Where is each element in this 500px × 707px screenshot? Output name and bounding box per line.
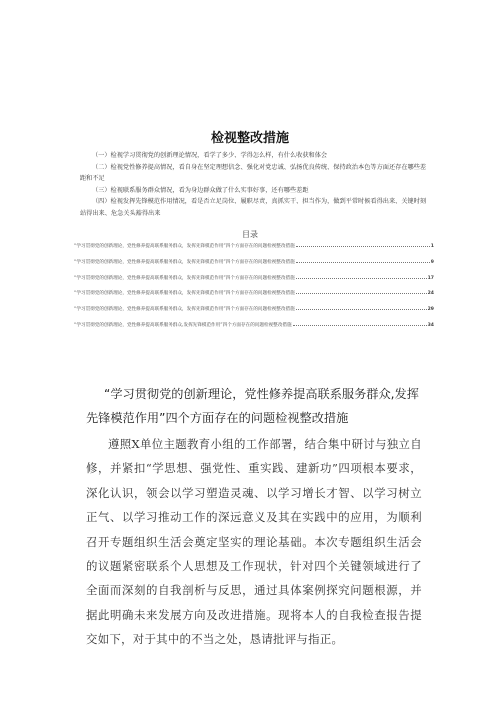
intro-item: （一）检视学习贯彻党的创新理论情况，看学了多少、学得怎么样，有什么收获和体会 <box>92 152 328 159</box>
intro-item: （二）检视党性修养提高情况，看自身在坚定理想信念、强化对党忠诚、弘扬优良传统、保持政治本色等方面还存在哪些差距和不足 <box>80 163 427 183</box>
toc-entry-text: “学习贯彻党的创新理论，党性修养提高联系服务群众，发挥先锋模范作用”四个方面存在的问题检视整改措施 <box>74 259 295 265</box>
toc-entry-text: “学习贯彻党的创新理论，党性修养提高联系服务群众，发挥先锋模范作用”四个方面存在的问题检视整改措施 <box>74 275 295 281</box>
intro-item: （三）检视联系服务群众情况，看为身边群众做了什么实事好事，还有哪些差距 <box>92 186 309 194</box>
toc-entry[interactable] <box>74 322 434 338</box>
toc-page-number: 24 <box>427 291 434 297</box>
table-of-contents <box>74 243 434 338</box>
intro-item: （四）检视发挥先锋模范作用情况，看是否立足岗位、履职尽责，真抓实干、担当作为，做到平常时候看得出来、关键时刻站得出来、危急关头豁得出来 <box>80 198 427 217</box>
toc-page-number: 34 <box>427 322 434 328</box>
toc-page-number: 1 <box>430 244 434 249</box>
toc-page-number: 17 <box>427 275 434 281</box>
toc-page-number: 9 <box>430 259 434 265</box>
section-heading: “学习贯彻党的创新理论，党性修养提高联系服务群众,发挥先锋模范作用”四个方面存在的问题检视整改措施 <box>86 387 419 425</box>
toc-entry[interactable] <box>74 275 434 291</box>
intro-list <box>80 150 430 220</box>
toc-leader-dots <box>296 277 427 279</box>
body-paragraph: 遵照X单位主题教育小组的工作部署，结合集中研讨与独立自修，并紧扣“学思想、强党性、重实践、建新功”四项根本要求，深化认识，领会以学习塑造灵魂、以学习增长才智、以学习树立正气、以学习推动工作的深远意义及其在实践中的应用，为顺利召开专题组织生活会奠定坚实的理论基础。本次专题组织生活会的议题紧密联系个人思想及工作现状，针对四个关键领域进行了全面而深刻的自我剖析与反思，通过具体案例探究问题根源，并据此明确未来发展方向及改进措施。现将本人的自我检查报告提交如下，对于其中的不当之处，恳请批评与指正。 <box>86 437 422 647</box>
toc-entry[interactable] <box>74 259 434 275</box>
document-title: 检视整改措施 <box>210 131 289 146</box>
toc-page-number: 29 <box>427 307 434 313</box>
toc-entry[interactable] <box>74 290 434 306</box>
toc-entry-text: “学习贯彻党的创新理论，党性修养提高联系服务群众,发挥先锋模范作用”四个方面存在的问题检视整改措施 <box>74 322 292 328</box>
toc-entry-text: “学习贯彻党的创新理论，党性修养提高联系服务群众，发挥先锋模范作用”四个方面存在的问题检视整改措施 <box>74 244 295 249</box>
toc-leader-dots <box>296 292 427 294</box>
toc-entry-text: “学习贯彻党的创新理论，党性修养提高联系服务群众，发挥先锋模范作用”四个方面存在的问题检视整改措施 <box>74 291 295 297</box>
toc-heading: 目录 <box>242 230 258 239</box>
toc-leader-dots <box>296 261 430 263</box>
toc-entry[interactable] <box>74 306 434 322</box>
toc-entry-text: “学习贯彻党的创新理论，党性修养提高联系服务群众，发挥先锋模范作用”四个方面存在的问题检视整改措施 <box>74 307 295 313</box>
toc-leader-dots <box>296 308 427 310</box>
toc-leader-dots <box>293 324 427 326</box>
toc-entry[interactable] <box>74 243 434 259</box>
toc-leader-dots <box>296 245 430 247</box>
